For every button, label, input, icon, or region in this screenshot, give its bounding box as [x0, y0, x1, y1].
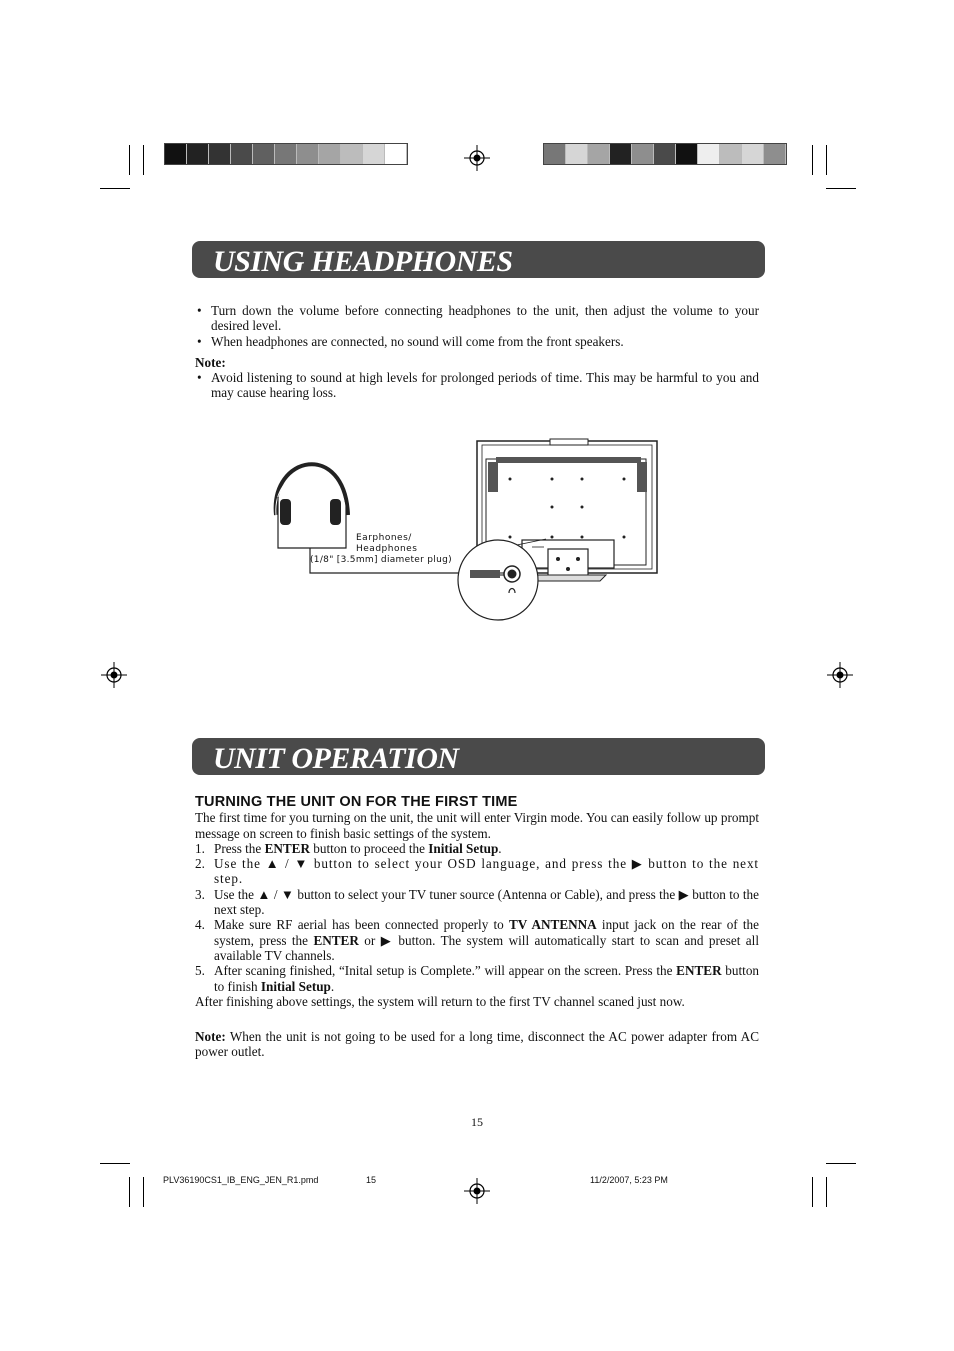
crop-mark — [129, 1177, 130, 1207]
registration-mark-icon — [464, 145, 490, 171]
crop-mark — [826, 145, 827, 175]
color-swatch — [742, 144, 764, 164]
step-item: 1. Press the ENTER button to proceed the Initial Setup. — [195, 840, 502, 856]
color-swatch — [231, 144, 253, 164]
list-item: • When headphones are connected, no sound will come from the front speakers. — [195, 334, 759, 349]
diagram-label-plug: (1/8" [3.5mm] diameter plug) — [310, 555, 452, 565]
crop-mark — [812, 145, 813, 175]
crop-mark — [826, 188, 856, 189]
registration-mark-icon — [827, 662, 853, 688]
crop-mark — [100, 1163, 130, 1164]
diagram-label-earphones: Earphones/ — [356, 533, 412, 543]
color-swatch — [385, 144, 407, 164]
color-swatch — [341, 144, 363, 164]
color-swatch — [632, 144, 654, 164]
color-swatch — [253, 144, 275, 164]
color-swatch — [698, 144, 720, 164]
step-item: 5. After scaning finished, “Inital setup is Complete.” will appear on the screen. Press the ENTER button to finish Initial Setup. — [195, 963, 760, 994]
footer-page: 15 — [366, 1175, 377, 1185]
list-item: • Turn down the volume before connecting headphones to the unit, then adjust the volume to your desired level. — [195, 303, 759, 334]
section-banner-unit-operation — [192, 738, 765, 775]
color-swatch — [654, 144, 676, 164]
step-item: 4. Make sure RF aerial has been connected properly to TV ANTENNA input jack on the rear of the system, press the ENTER or ▶ button. The system will automatically start to scan and preset all available TV channels. — [195, 917, 759, 963]
note-label: Note: — [195, 354, 226, 370]
headphones-icon — [276, 464, 348, 548]
page-number: 15 — [471, 1115, 483, 1129]
crop-mark — [100, 188, 130, 189]
footer-datetime: 11/2/2007, 5:23 PM — [590, 1175, 668, 1185]
color-swatch — [297, 144, 319, 164]
note-paragraph: Note: When the unit is not going to be used for a long time, disconnect the AC power adapter from AC power outlet. — [195, 1029, 759, 1060]
step-item: 2. Use the ▲ / ▼ button to select your OSD language, and press the ▶ button to the next step. — [195, 856, 759, 887]
note-label: Note: — [195, 1029, 226, 1045]
color-swatch — [764, 144, 786, 164]
footer-filename: PLV36190CS1_IB_ENG_JEN_R1.pmd — [163, 1175, 319, 1185]
registration-mark-icon — [101, 662, 127, 688]
color-calibration-bar-left — [164, 143, 408, 165]
crop-mark — [143, 1177, 144, 1207]
subheading: TURNING THE UNIT ON FOR THE FIRST TIME — [195, 794, 518, 810]
crop-mark — [826, 1163, 856, 1164]
color-swatch — [566, 144, 588, 164]
headphone-connection-diagram — [260, 435, 670, 625]
color-calibration-bar-right — [543, 143, 787, 165]
headphones-instructions — [195, 303, 759, 401]
section-title: UNIT OPERATION — [213, 742, 459, 775]
color-swatch — [544, 144, 566, 164]
crop-mark — [826, 1177, 827, 1207]
bullet-list — [195, 303, 759, 349]
steps-list — [195, 841, 759, 994]
color-swatch — [588, 144, 610, 164]
color-swatch — [319, 144, 341, 164]
after-paragraph: After finishing above settings, the system will return to the first TV channel scaned just now. — [195, 993, 685, 1009]
note-list — [195, 370, 759, 401]
crop-mark — [129, 145, 130, 175]
diagram-label-headphones: Headphones — [356, 544, 418, 554]
list-item: • Avoid listening to sound at high levels for prolonged periods of time. This may be harmful to you and may cause hearing loss. — [195, 370, 759, 401]
color-swatch — [676, 144, 698, 164]
unit-operation-instructions — [195, 795, 759, 1060]
color-swatch — [209, 144, 231, 164]
color-swatch — [187, 144, 209, 164]
color-swatch — [610, 144, 632, 164]
registration-mark-icon — [464, 1178, 490, 1204]
section-banner-headphones — [192, 241, 765, 278]
crop-mark — [812, 1177, 813, 1207]
color-swatch — [363, 144, 385, 164]
section-title: USING HEADPHONES — [213, 245, 513, 278]
color-swatch — [165, 144, 187, 164]
intro-paragraph: The first time for you turning on the unit, the unit will enter Virgin mode. You can easily follow up prompt message on screen to finish basic settings of the system. — [195, 810, 759, 841]
crop-mark — [143, 145, 144, 175]
step-item: 3. Use the ▲ / ▼ button to select your TV tuner source (Antenna or Cable), and press the ▶ button to the next step. — [195, 886, 759, 918]
color-swatch — [720, 144, 742, 164]
color-swatch — [275, 144, 297, 164]
